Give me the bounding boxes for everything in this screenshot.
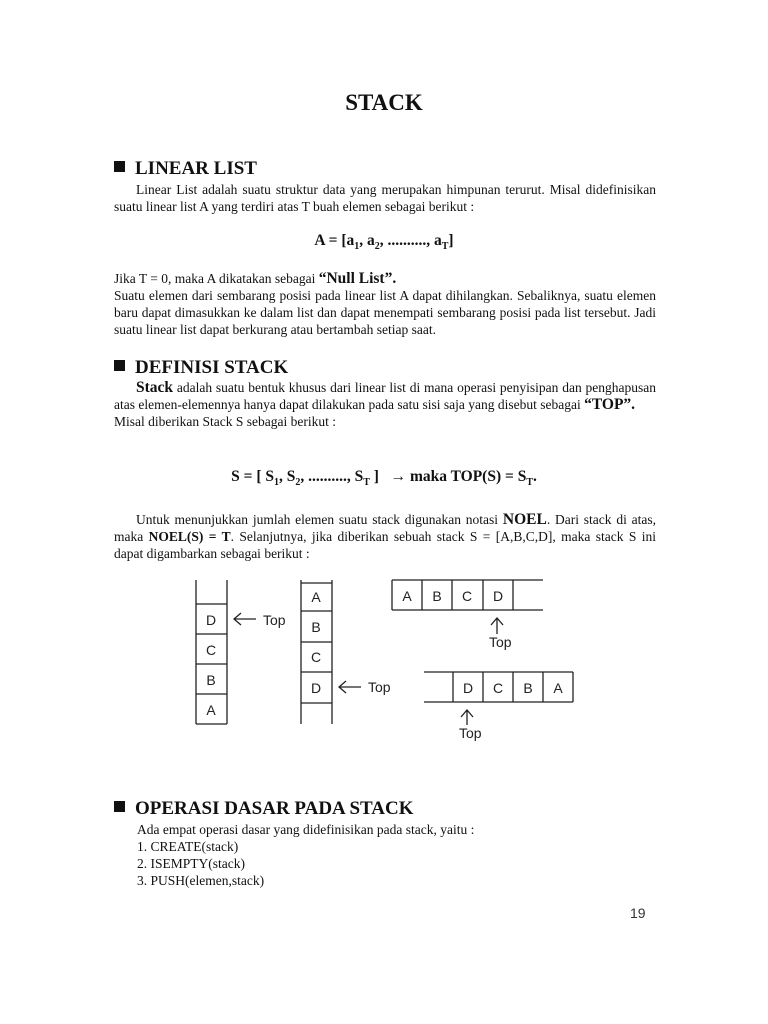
paragraph-text: Misal diberikan Stack S sebagai berikut : [114, 414, 336, 429]
formula-part: S = [ S [231, 468, 274, 485]
null-list-term: “Null List”. [318, 270, 397, 287]
stack1-cell: A [206, 702, 216, 718]
left-arrow-icon [339, 681, 361, 693]
paragraph-definisi [114, 379, 656, 430]
stack4-cell: A [553, 680, 563, 696]
stack3-cell: D [492, 588, 504, 604]
formula-part: , S [279, 468, 296, 485]
stack2-cell: A [311, 589, 321, 605]
paragraph-text: Untuk menunjukkan jumlah elemen suatu stack digunakan notasi [136, 512, 503, 527]
stack-term: Stack [136, 379, 174, 396]
formula-sub: 1 [354, 241, 360, 253]
top-label: Top [263, 612, 286, 628]
stack3-cell: A [402, 588, 412, 604]
formula-linear-list [0, 232, 768, 252]
formula-sub: 2 [295, 477, 301, 489]
stack3-cell: B [432, 588, 442, 604]
square-bullet-icon [114, 801, 125, 812]
paragraph-noel [114, 511, 656, 562]
left-arrow-icon [234, 613, 256, 625]
formula-part: , .........., a [379, 232, 442, 249]
operasi-list [137, 821, 474, 889]
paragraph-text: adalah suatu bentuk khusus dari linear list di mana operasi penyisipan dan penghapusan atas elemen-elemennya hanya dapat dilakukan pada satu sisi saja yang disebut sebagai [114, 380, 656, 412]
stack1-cell: C [205, 642, 217, 658]
formula-sub: T [441, 241, 449, 253]
formula-sub: T [526, 477, 533, 489]
formula-sub: T [363, 477, 370, 489]
top-term: “TOP”. [584, 396, 636, 413]
stack4-cell: D [462, 680, 474, 696]
stack1-cell: D [205, 612, 217, 628]
section-heading-definisi-stack [114, 357, 288, 379]
up-arrow-icon [461, 710, 473, 725]
top-label: Top [459, 725, 482, 741]
paragraph-text: Suatu elemen dari sembarang posisi pada linear list A dapat dihilangkan. Sebaliknya, suatu elemen baru dapat dimasukkan ke dalam list dan dapat menempati sembarang posisi pada list tersebut. Jadi suatu linear list dapat berkurang atau bertambah setiap saat. [114, 288, 656, 337]
stack3-cell: C [461, 588, 473, 604]
list-item: 1. CREATE(stack) [137, 839, 239, 854]
section-heading-linear-list [114, 158, 257, 180]
noel-expression: NOEL(S) = T [148, 529, 231, 544]
top-label: Top [489, 634, 512, 650]
definisi-line [114, 379, 656, 413]
paragraph-text: . Dari stack di atas, maka [114, 512, 656, 544]
square-bullet-icon [114, 161, 125, 172]
paragraph-text: Linear List adalah suatu struktur data yang merupakan himpunan terurut. Misal didefinisikan suatu linear list A yang terdiri atas T buah elemen sebagai berikut : [114, 182, 656, 214]
top-label: Top [368, 679, 391, 695]
stack-diagram [0, 570, 768, 750]
stack1-cell: B [206, 672, 216, 688]
paragraph-text: . Selanjutnya, jika diberikan sebuah stack S = [A,B,C,D], maka stack S ini dapat digambarkan sebagai berikut : [114, 529, 656, 561]
section-heading-operasi [114, 798, 414, 820]
formula-part: A = [a [314, 232, 355, 249]
stack4-cell: B [523, 680, 533, 696]
formula-part: maka TOP(S) = S [406, 468, 527, 485]
noel-term: NOEL [502, 511, 547, 528]
section-heading-text: OPERASI DASAR PADA STACK [135, 798, 414, 819]
list-item: 2. ISEMPTY(stack) [137, 856, 245, 871]
paragraph-text: Jika T = 0, maka A dikatakan sebagai [114, 271, 319, 286]
formula-part: ] [369, 468, 379, 485]
list-item: 3. PUSH(elemen,stack) [137, 873, 265, 888]
stack2-cell: D [310, 680, 322, 696]
formula-part: , .........., S [300, 468, 364, 485]
page-number: 19 [630, 905, 646, 921]
paragraph-linear-list [114, 181, 656, 215]
null-list-line [114, 270, 656, 287]
paragraph-null-list [114, 270, 656, 338]
formula-part: . [533, 468, 537, 485]
page-title: STACK [345, 90, 423, 115]
formula-sub: 2 [374, 241, 380, 253]
square-bullet-icon [114, 360, 125, 371]
formula-part: , a [359, 232, 375, 249]
noel-line [114, 511, 656, 562]
list-intro: Ada empat operasi dasar yang didefinisikan pada stack, yaitu : [137, 822, 475, 837]
formula-sub: 1 [274, 477, 279, 489]
section-heading-text: DEFINISI STACK [135, 357, 289, 378]
formula-part: ] [448, 232, 454, 249]
up-arrow-icon [491, 618, 503, 634]
formula-stack [0, 468, 768, 488]
right-arrow-icon: → [390, 468, 407, 485]
stack2-cell: B [311, 619, 321, 635]
stack4-cell: C [492, 680, 504, 696]
section-heading-text: LINEAR LIST [135, 158, 257, 179]
stack2-cell: C [310, 649, 322, 665]
